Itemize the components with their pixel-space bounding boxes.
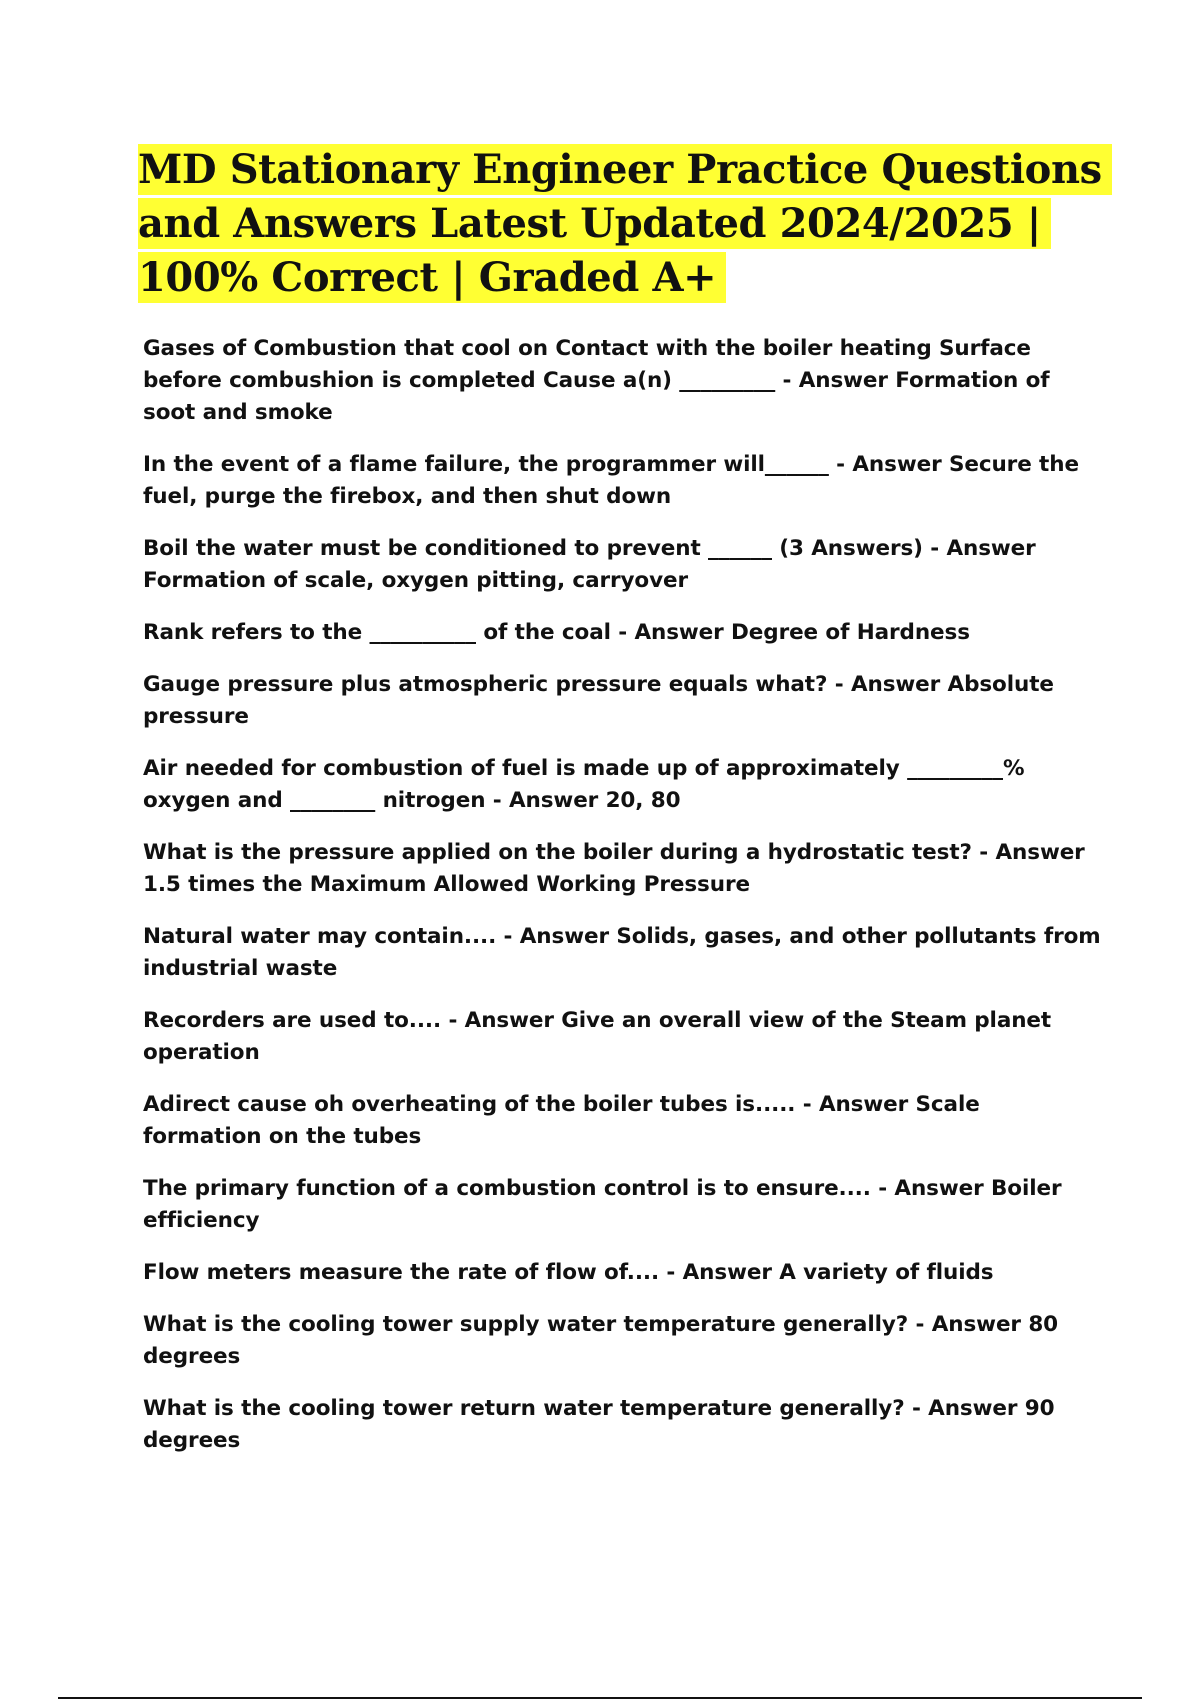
qa-item-6: Air needed for combustion of fuel is made up of approximately _________% oxygen and ________ nitrogen - Answer 20, 80: [143, 756, 1025, 813]
qa-item-13: What is the cooling tower supply water temperature generally? - Answer 80 degrees: [143, 1312, 1059, 1369]
qa-item-2: In the event of a flame failure, the programmer will______ - Answer Secure the fuel, purge the firebox, and then shut down: [143, 452, 1079, 509]
qa-item-8: Natural water may contain.... - Answer Solids, gases, and other pollutants from industrial waste: [143, 924, 1101, 981]
qa-item-4: Rank refers to the __________ of the coal - Answer Degree of Hardness: [143, 620, 970, 645]
highlighted-title-text: MD Stationary Engineer Practice Questions and Answers Latest Updated 2024/2025 | 100% Correct | Graded A+: [138, 144, 1112, 303]
qa-item-12: Flow meters measure the rate of flow of.... - Answer A variety of fluids: [143, 1260, 994, 1285]
qa-item-14: What is the cooling tower return water temperature generally? - Answer 90 degrees: [143, 1396, 1055, 1453]
qa-item-5: Gauge pressure plus atmospheric pressure equals what? - Answer Absolute pressure: [143, 672, 1054, 729]
qa-item-11: The primary function of a combustion control is to ensure.... - Answer Boiler efficiency: [143, 1176, 1062, 1233]
qa-item-7: What is the pressure applied on the boiler during a hydrostatic test? - Answer 1.5 times the Maximum Allowed Working Pressure: [143, 840, 1085, 897]
qa-item-9: Recorders are used to.... - Answer Give an overall view of the Steam planet operation: [143, 1008, 1052, 1065]
qa-list: [143, 333, 1103, 1477]
page-title: [138, 143, 1128, 305]
footer-divider: [58, 1697, 1142, 1699]
title-block: [138, 143, 1128, 305]
qa-item-1: Gases of Combustion that cool on Contact with the boiler heating Surface before combushion is completed Cause a(n) _________ - Answer Formation of soot and smoke: [143, 336, 1050, 425]
qa-item-10: Adirect cause oh overheating of the boiler tubes is..... - Answer Scale formation on the tubes: [143, 1092, 980, 1149]
qa-item-3: Boil the water must be conditioned to prevent ______ (3 Answers) - Answer Formation of scale, oxygen pitting, carryover: [143, 536, 1036, 593]
